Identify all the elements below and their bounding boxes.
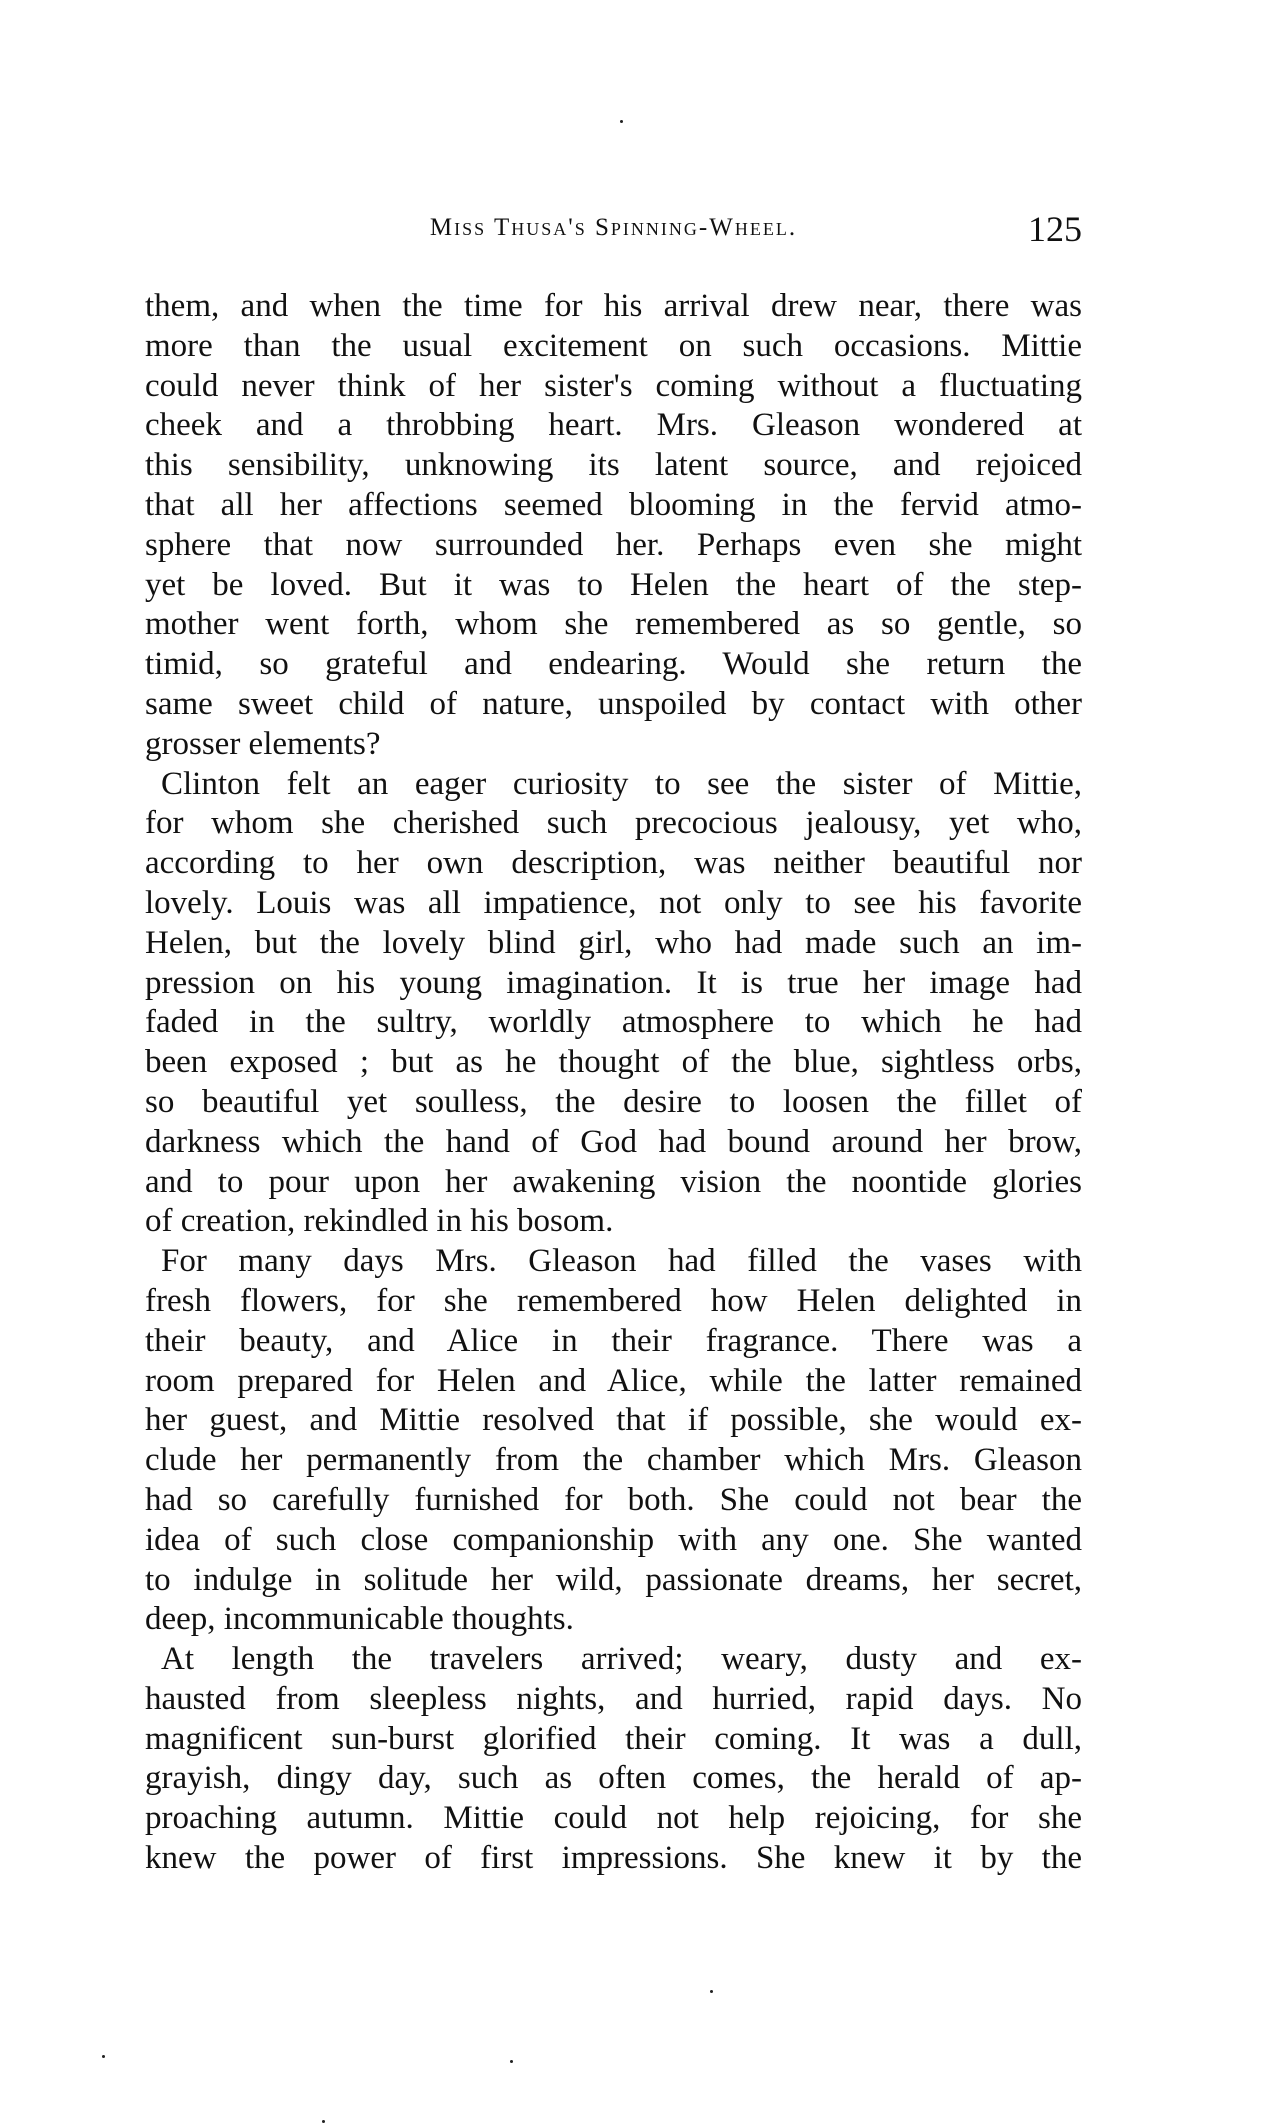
text-line: deep, incommunicable thoughts. (145, 1601, 574, 1638)
paragraph (145, 765, 1082, 1243)
text-line: proaching autumn. Mittie could not help rejoicing, for she (145, 1800, 1082, 1837)
text-line: been exposed ; but as he thought of the blue, sightless orbs, (145, 1044, 1082, 1081)
body-text (145, 287, 1082, 1879)
text-line: same sweet child of nature, unspoiled by contact with other (145, 685, 1082, 722)
text-line: lovely. Louis was all impatience, not only to see his favorite (145, 884, 1082, 921)
text-line: had so carefully furnished for both. She could not bear the (145, 1481, 1082, 1518)
running-title: Miss Thusa's Spinning-Wheel. (429, 214, 798, 241)
paragraph (145, 287, 1082, 765)
running-header (145, 208, 1082, 252)
text-line: their beauty, and Alice in their fragrance. There was a (145, 1322, 1082, 1359)
paragraph (145, 1242, 1082, 1640)
text-line: grayish, dingy day, such as often comes, the herald of ap- (145, 1760, 1082, 1797)
text-line: to indulge in solitude her wild, passionate dreams, her secret, (145, 1561, 1082, 1598)
text-line: For many days Mrs. Gleason had filled the vases with (161, 1243, 1082, 1280)
text-line: magnificent sun-burst glorified their coming. It was a dull, (145, 1720, 1082, 1757)
text-line: her guest, and Mittie resolved that if possible, she would ex- (145, 1402, 1082, 1439)
text-line: timid, so grateful and endearing. Would she return the (145, 646, 1082, 683)
text-line: idea of such close companionship with any one. She wanted (145, 1521, 1082, 1558)
text-line: pression on his young imagination. It is true her image had (145, 964, 1082, 1001)
text-line: this sensibility, unknowing its latent source, and rejoiced (145, 447, 1082, 484)
text-line: darkness which the hand of God had bound around her brow, (145, 1123, 1082, 1160)
text-line: Clinton felt an eager curiosity to see the sister of Mittie, (161, 765, 1082, 802)
text-line: grosser elements? (145, 725, 381, 762)
text-line: according to her own description, was neither beautiful nor (145, 845, 1082, 882)
text-line: fresh flowers, for she remembered how Helen delighted in (145, 1282, 1082, 1319)
scan-speck (710, 1990, 713, 1993)
text-line: sphere that now surrounded her. Perhaps even she might (145, 526, 1082, 563)
text-line: Helen, but the lovely blind girl, who had made such an im- (145, 924, 1082, 961)
text-line: them, and when the time for his arrival drew near, there was (145, 288, 1082, 324)
text-line: yet be loved. But it was to Helen the heart of the step- (145, 566, 1082, 603)
scan-speck (102, 2055, 105, 2058)
text-line: so beautiful yet soulless, the desire to loosen the fillet of (145, 1083, 1082, 1120)
page-number: 125 (1028, 209, 1082, 249)
text-line: could never think of her sister's coming without a fluctuating (145, 367, 1082, 404)
text-line: for whom she cherished such precocious jealousy, yet who, (145, 805, 1082, 842)
text-line: clude her permanently from the chamber which Mrs. Gleason (145, 1442, 1082, 1479)
text-line: mother went forth, whom she remembered as so gentle, so (145, 606, 1082, 643)
text-line: of creation, rekindled in his bosom. (145, 1203, 614, 1240)
text-line: faded in the sultry, worldly atmosphere to which he had (145, 1004, 1082, 1041)
text-line: knew the power of first impressions. She knew it by the (145, 1840, 1082, 1877)
text-line: hausted from sleepless nights, and hurried, rapid days. No (145, 1680, 1082, 1717)
paragraph (145, 1640, 1082, 1879)
text-line: At length the travelers arrived; weary, dusty and ex- (161, 1641, 1082, 1678)
scan-speck (510, 2060, 513, 2063)
text-line: more than the usual excitement on such occasions. Mittie (145, 327, 1082, 364)
scan-speck (620, 120, 623, 123)
text-line: and to pour upon her awakening vision the noontide glories (145, 1163, 1082, 1200)
text-line: that all her affections seemed blooming in the fervid atmo- (145, 486, 1082, 523)
text-line: cheek and a throbbing heart. Mrs. Gleason wondered at (145, 407, 1082, 444)
text-line: room prepared for Helen and Alice, while the latter remained (145, 1362, 1082, 1399)
